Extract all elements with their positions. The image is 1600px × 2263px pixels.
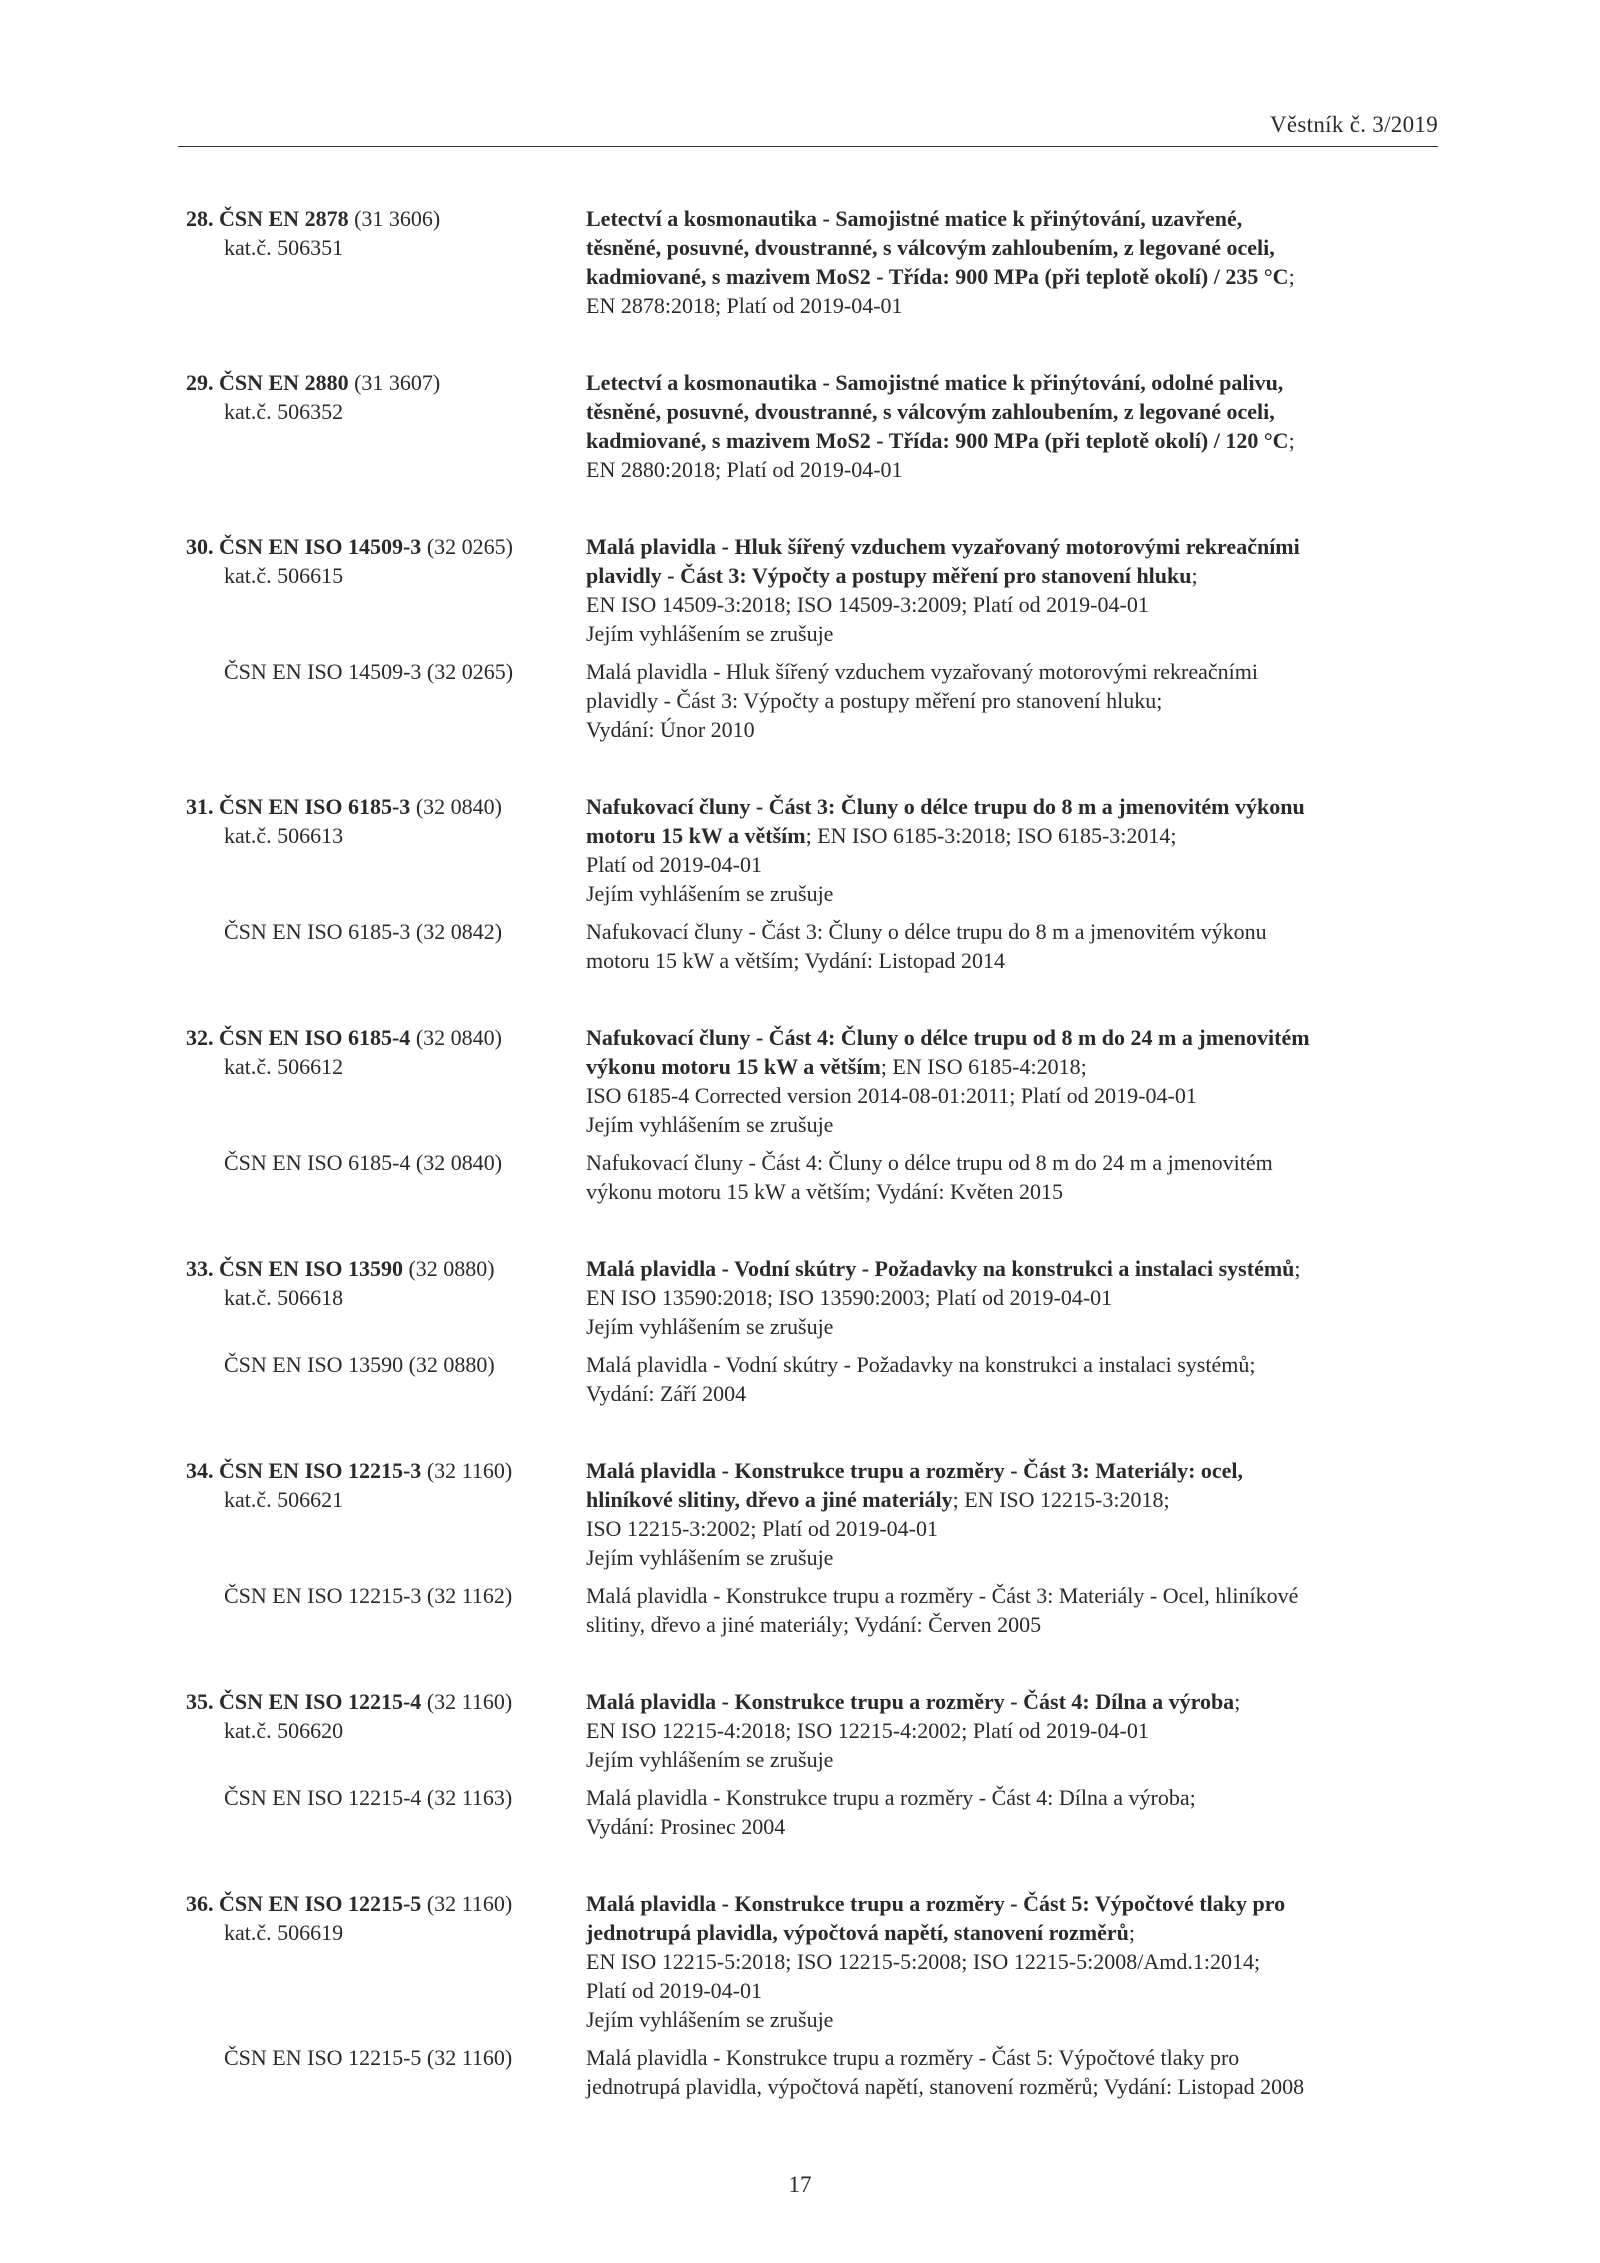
- text: ;: [1288, 264, 1295, 289]
- text-line: [586, 233, 1295, 262]
- bold-text: Malá plavidla - Vodní skútry - Požadavky na konstrukci a instalaci systémů: [586, 1256, 1295, 1281]
- catalog-number: kat.č. 506618: [224, 1285, 344, 1310]
- replaced-identifier: [186, 1350, 586, 1408]
- standard-entry: [186, 204, 1436, 320]
- text: motoru 15 kW a větším; Vydání: Listopad 2014: [586, 948, 1005, 973]
- text: Malá plavidla - Vodní skútry - Požadavky na konstrukci a instalaci systémů;: [586, 1352, 1256, 1377]
- standard-description: [586, 1456, 1243, 1572]
- text: Vydání: Prosinec 2004: [586, 1814, 786, 1839]
- text-line: [586, 2072, 1304, 2101]
- catalog-number: kat.č. 506615: [224, 563, 344, 588]
- text: Jejím vyhlášením se zrušuje: [586, 1747, 834, 1772]
- replaced-standard: [186, 1350, 1436, 1408]
- replaced-identifier: [186, 1783, 586, 1841]
- replaced-identifier: [186, 657, 586, 744]
- classification-code: (32 1160): [426, 1458, 513, 1483]
- text-line: [586, 619, 1300, 648]
- standard-description: [586, 1687, 1240, 1774]
- text: Malá plavidla - Konstrukce trupu a rozměry - Část 4: Dílna a výroba;: [586, 1785, 1196, 1810]
- text-line: [586, 1023, 1310, 1052]
- text: Malá plavidla - Hluk šířený vzduchem vyzařovaný motorovými rekreačními: [586, 659, 1259, 684]
- text-line: [586, 1110, 1310, 1139]
- bold-text: Malá plavidla - Konstrukce trupu a rozměry - Část 5: Výpočtové tlaky pro: [586, 1891, 1286, 1916]
- text-line: [586, 262, 1295, 291]
- standard-description: [586, 792, 1305, 908]
- standard-entry: [186, 368, 1436, 484]
- bold-text: kadmiované, s mazivem MoS2 - Třída: 900 MPa (při teplotě okolí) / 235 °C: [586, 264, 1289, 289]
- text: ISO 12215-3:2002; Platí od 2019-04-01: [586, 1516, 938, 1541]
- text-line: [586, 590, 1300, 619]
- standard-entry: [186, 1023, 1436, 1206]
- text-line: [586, 1783, 1196, 1812]
- text: ; EN ISO 6185-3:2018; ISO 6185-3:2014;: [805, 823, 1177, 848]
- entry-number: 30.: [186, 534, 214, 559]
- replaced-standard: [186, 1148, 1436, 1206]
- standard-identifier: [186, 204, 586, 320]
- text-line: [586, 368, 1295, 397]
- text: Vydání: Září 2004: [586, 1381, 747, 1406]
- standard-code-line: [186, 1023, 586, 1052]
- text-line: [586, 686, 1258, 715]
- text: ; EN ISO 6185-4:2018;: [880, 1054, 1087, 1079]
- text: Malá plavidla - Konstrukce trupu a rozměry - Část 5: Výpočtové tlaky pro: [586, 2045, 1240, 2070]
- classification-code: (32 1160): [426, 1689, 513, 1714]
- standard-entry: [186, 532, 1436, 744]
- text: Jejím vyhlášením se zrušuje: [586, 1314, 834, 1339]
- text: Platí od 2019-04-01: [586, 852, 762, 877]
- text-line: [586, 1350, 1255, 1379]
- classification-code: (32 0840): [415, 1025, 502, 1050]
- standard-code: ČSN EN ISO 6185-3: [219, 794, 411, 819]
- entry-number: 33.: [186, 1256, 214, 1281]
- replaced-standard: [186, 1783, 1436, 1841]
- text-line: [586, 397, 1295, 426]
- catalog-number: kat.č. 506621: [224, 1487, 344, 1512]
- standard-entry: [186, 1687, 1436, 1841]
- replaced-description: [586, 2043, 1304, 2101]
- text-line: [586, 1812, 1196, 1841]
- text-line: [586, 1485, 1243, 1514]
- replaced-standard: [186, 917, 1436, 975]
- entry-number: 31.: [186, 794, 214, 819]
- bold-text: těsněné, posuvné, dvoustranné, s válcovým zahloubením, z legované oceli,: [586, 235, 1275, 260]
- standard-code: ČSN EN ISO 12215-5: [219, 1891, 422, 1916]
- standard-code: ČSN EN 2878: [219, 206, 349, 231]
- new-standard: [186, 532, 1436, 648]
- new-standard: [186, 1456, 1436, 1572]
- catalog-number: kat.č. 506612: [224, 1054, 344, 1079]
- replaced-identifier: [186, 917, 586, 975]
- standard-identifier: [186, 1023, 586, 1139]
- text-line: [586, 1976, 1285, 2005]
- bold-text: Malá plavidla - Konstrukce trupu a rozměry - Část 3: Materiály: ocel,: [586, 1458, 1244, 1483]
- standard-identifier: [186, 1889, 586, 2034]
- catalog-number: kat.č. 506613: [224, 823, 344, 848]
- catalog-number: kat.č. 506620: [224, 1718, 344, 1743]
- replaced-code: ČSN EN ISO 14509-3 (32 0265): [224, 659, 514, 684]
- standard-identifier: [186, 532, 586, 648]
- standard-code-line: [186, 368, 586, 397]
- classification-code: (32 0265): [426, 534, 513, 559]
- catalog-number: kat.č. 506619: [224, 1920, 344, 1945]
- text: ;: [1294, 1256, 1301, 1281]
- text-line: [586, 1379, 1255, 1408]
- text-line: [586, 792, 1305, 821]
- standard-code: ČSN EN 2880: [219, 370, 349, 395]
- standard-entry: [186, 1254, 1436, 1408]
- text: EN ISO 12215-5:2018; ISO 12215-5:2008; ISO 12215-5:2008/Amd.1:2014;: [586, 1949, 1261, 1974]
- new-standard: [186, 1023, 1436, 1139]
- bold-text: těsněné, posuvné, dvoustranné, s válcovým zahloubením, z legované oceli,: [586, 399, 1275, 424]
- classification-code: (32 1160): [426, 1891, 513, 1916]
- bold-text: Nafukovací čluny - Část 4: Čluny o délce trupu od 8 m do 24 m a jmenovitém: [586, 1025, 1310, 1050]
- page-number: 17: [788, 2172, 812, 2197]
- replaced-standard: [186, 657, 1436, 744]
- text: Platí od 2019-04-01: [586, 1978, 762, 2003]
- text-line: [586, 1283, 1301, 1312]
- text: Jejím vyhlášením se zrušuje: [586, 1112, 834, 1137]
- entry-number: 29.: [186, 370, 214, 395]
- standard-code: ČSN EN ISO 12215-3: [219, 1458, 422, 1483]
- text-line: [586, 1610, 1298, 1639]
- replaced-identifier: [186, 1581, 586, 1639]
- text-line: [586, 1543, 1243, 1572]
- text-line: [586, 917, 1267, 946]
- journal-title: Věstník č. 3/2019: [1270, 112, 1438, 137]
- standard-identifier: [186, 1687, 586, 1774]
- text-line: [586, 204, 1295, 233]
- text: ; EN ISO 12215-3:2018;: [952, 1487, 1170, 1512]
- text-line: [586, 2005, 1285, 2034]
- bold-text: Nafukovací čluny - Část 3: Čluny o délce trupu do 8 m a jmenovitém výkonu: [586, 794, 1305, 819]
- bold-text: Letectví a kosmonautika - Samojistné matice k přinýtování, odolné palivu,: [586, 370, 1284, 395]
- text-line: [586, 1312, 1301, 1341]
- replaced-description: [586, 917, 1267, 975]
- bold-text: výkonu motoru 15 kW a větším: [586, 1054, 881, 1079]
- text-line: [586, 1148, 1273, 1177]
- text: plavidly - Část 3: Výpočty a postupy měření pro stanovení hluku;: [586, 688, 1163, 713]
- standard-code-line: [186, 1889, 586, 1918]
- replaced-description: [586, 1783, 1196, 1841]
- replaced-standard: [186, 1581, 1436, 1639]
- text-line: [586, 426, 1295, 455]
- bold-text: plavidly - Část 3: Výpočty a postupy měření pro stanovení hluku: [586, 563, 1192, 588]
- bold-text: Malá plavidla - Hluk šířený vzduchem vyzařovaný motorovými rekreačními: [586, 534, 1300, 559]
- standard-entry: [186, 1889, 1436, 2101]
- replaced-description: [586, 1581, 1298, 1639]
- bold-text: jednotrupá plavidla, výpočtová napětí, stanovení rozměrů: [586, 1920, 1129, 1945]
- standard-identifier: [186, 368, 586, 484]
- replaced-code: ČSN EN ISO 12215-4 (32 1163): [224, 1785, 513, 1810]
- text: jednotrupá plavidla, výpočtová napětí, stanovení rozměrů; Vydání: Listopad 2008: [586, 2074, 1305, 2099]
- classification-code: (32 0880): [408, 1256, 495, 1281]
- text: slitiny, dřevo a jiné materiály; Vydání: Červen 2005: [586, 1612, 1042, 1637]
- text-line: [586, 1716, 1240, 1745]
- text: Jejím vyhlášením se zrušuje: [586, 621, 834, 646]
- standard-entry: [186, 792, 1436, 975]
- replaced-code: ČSN EN ISO 6185-3 (32 0842): [224, 919, 503, 944]
- standard-code: ČSN EN ISO 13590: [219, 1256, 403, 1281]
- text: ;: [1128, 1920, 1136, 1945]
- text: EN ISO 12215-4:2018; ISO 12215-4:2002; Platí od 2019-04-01: [586, 1718, 1149, 1743]
- text-line: [586, 1918, 1285, 1947]
- replaced-description: [586, 1350, 1255, 1408]
- replaced-code: ČSN EN ISO 13590 (32 0880): [224, 1352, 495, 1377]
- new-standard: [186, 1254, 1436, 1341]
- standard-description: [586, 1254, 1301, 1341]
- text-line: [586, 2043, 1304, 2072]
- classification-code: (31 3607): [354, 370, 441, 395]
- text: Nafukovací čluny - Část 3: Čluny o délce trupu do 8 m a jmenovitém výkonu: [586, 919, 1267, 944]
- text-line: [586, 946, 1267, 975]
- entry-number: 28.: [186, 206, 214, 231]
- text: ;: [1191, 563, 1198, 588]
- new-standard: [186, 792, 1436, 908]
- text-line: [586, 1947, 1285, 1976]
- text-line: [586, 821, 1305, 850]
- standard-code: ČSN EN ISO 14509-3: [219, 534, 422, 559]
- text: výkonu motoru 15 kW a větším; Vydání: Květen 2015: [586, 1179, 1064, 1204]
- replaced-code: ČSN EN ISO 6185-4 (32 0840): [224, 1150, 503, 1175]
- page-header: [178, 112, 1438, 147]
- text-line: [586, 291, 1295, 320]
- text: Jejím vyhlášením se zrušuje: [586, 881, 834, 906]
- replaced-description: [586, 1148, 1273, 1206]
- standard-code-line: [186, 1456, 586, 1485]
- text-line: [586, 1687, 1240, 1716]
- replaced-standard: [186, 2043, 1436, 2101]
- catalog-number: kat.č. 506352: [224, 399, 344, 424]
- text-line: [586, 1581, 1298, 1610]
- text: Malá plavidla - Konstrukce trupu a rozměry - Část 3: Materiály - Ocel, hliníkové: [586, 1583, 1299, 1608]
- entry-number: 36.: [186, 1891, 214, 1916]
- standard-code-line: [186, 1254, 586, 1283]
- standards-list: [186, 204, 1436, 2149]
- standard-description: [586, 532, 1300, 648]
- text: Nafukovací čluny - Část 4: Čluny o délce trupu od 8 m do 24 m a jmenovitém: [586, 1150, 1273, 1175]
- new-standard: [186, 368, 1436, 484]
- text-line: [586, 1254, 1301, 1283]
- text-line: [586, 455, 1295, 484]
- text-line: [586, 1177, 1273, 1206]
- text-line: [586, 561, 1300, 590]
- entry-number: 32.: [186, 1025, 214, 1050]
- catalog-number: kat.č. 506351: [224, 235, 344, 260]
- text: EN 2880:2018; Platí od 2019-04-01: [586, 457, 903, 482]
- entry-number: 34.: [186, 1458, 214, 1483]
- text: Vydání: Únor 2010: [586, 717, 755, 742]
- new-standard: [186, 1889, 1436, 2034]
- text-line: [586, 850, 1305, 879]
- bold-text: motoru 15 kW a větším: [586, 823, 806, 848]
- standard-identifier: [186, 1254, 586, 1341]
- standard-code-line: [186, 1687, 586, 1716]
- standard-identifier: [186, 1456, 586, 1572]
- text-line: [586, 1081, 1310, 1110]
- replaced-identifier: [186, 2043, 586, 2101]
- standard-code-line: [186, 792, 586, 821]
- text: EN 2878:2018; Platí od 2019-04-01: [586, 293, 903, 318]
- text-line: [586, 657, 1258, 686]
- replaced-identifier: [186, 1148, 586, 1206]
- entry-number: 35.: [186, 1689, 214, 1714]
- standard-code-line: [186, 532, 586, 561]
- replaced-description: [586, 657, 1258, 744]
- replaced-code: ČSN EN ISO 12215-5 (32 1160): [224, 2045, 513, 2070]
- text-line: [586, 532, 1300, 561]
- text: EN ISO 13590:2018; ISO 13590:2003; Platí od 2019-04-01: [586, 1285, 1113, 1310]
- text-line: [586, 879, 1305, 908]
- new-standard: [186, 1687, 1436, 1774]
- classification-code: (32 0840): [415, 794, 502, 819]
- text-line: [586, 715, 1258, 744]
- standard-description: [586, 368, 1295, 484]
- standard-identifier: [186, 792, 586, 908]
- text: Jejím vyhlášením se zrušuje: [586, 1545, 834, 1570]
- text-line: [586, 1514, 1243, 1543]
- classification-code: (31 3606): [354, 206, 441, 231]
- text-line: [586, 1456, 1243, 1485]
- standard-description: [586, 204, 1295, 320]
- text-line: [586, 1052, 1310, 1081]
- bold-text: Malá plavidla - Konstrukce trupu a rozměry - Část 4: Dílna a výroba: [586, 1689, 1235, 1714]
- text: EN ISO 14509-3:2018; ISO 14509-3:2009; Platí od 2019-04-01: [586, 592, 1149, 617]
- bold-text: kadmiované, s mazivem MoS2 - Třída: 900 MPa (při teplotě okolí) / 120 °C: [586, 428, 1289, 453]
- text-line: [586, 1745, 1240, 1774]
- standard-code-line: [186, 204, 586, 233]
- replaced-code: ČSN EN ISO 12215-3 (32 1162): [224, 1583, 513, 1608]
- bold-text: Letectví a kosmonautika - Samojistné matice k přinýtování, uzavřené,: [586, 206, 1243, 231]
- standard-code: ČSN EN ISO 6185-4: [219, 1025, 411, 1050]
- text: ;: [1234, 1689, 1241, 1714]
- new-standard: [186, 204, 1436, 320]
- text: Jejím vyhlášením se zrušuje: [586, 2007, 834, 2032]
- text-line: [586, 1889, 1285, 1918]
- standard-description: [586, 1023, 1310, 1139]
- text: ;: [1288, 428, 1295, 453]
- text: ISO 6185-4 Corrected version 2014-08-01:2011; Platí od 2019-04-01: [586, 1083, 1197, 1108]
- standard-description: [586, 1889, 1285, 2034]
- bold-text: hliníkové slitiny, dřevo a jiné materiály: [586, 1487, 953, 1512]
- standard-code: ČSN EN ISO 12215-4: [219, 1689, 422, 1714]
- standard-entry: [186, 1456, 1436, 1639]
